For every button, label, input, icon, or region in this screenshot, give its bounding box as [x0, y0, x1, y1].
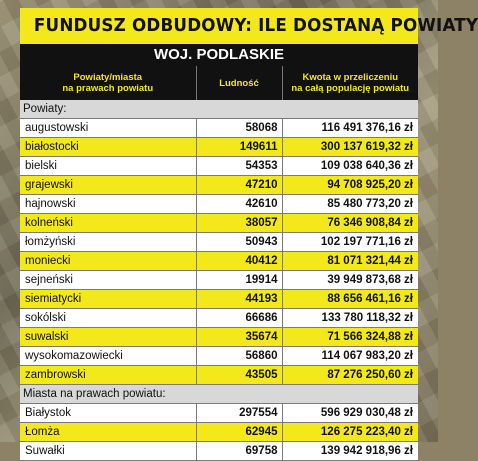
table-body	[20, 100, 418, 461]
county-name: hajnowski	[20, 195, 196, 214]
county-name: sokólski	[20, 309, 196, 328]
population-value: 297554	[196, 404, 282, 423]
population-value: 42610	[196, 195, 282, 214]
population-value: 44193	[196, 290, 282, 309]
header-amount: Kwota w przeliczeniu na całą populację powiatu	[282, 66, 418, 100]
table-row	[20, 252, 418, 271]
table-row	[20, 157, 418, 176]
population-value: 58068	[196, 119, 282, 138]
county-name: Suwałki	[20, 442, 196, 461]
amount-value: 300 137 619,32 zł	[282, 138, 418, 157]
amount-value: 114 067 983,20 zł	[282, 347, 418, 366]
population-value: 66686	[196, 309, 282, 328]
county-name: Białystok	[20, 404, 196, 423]
region-label: WOJ. PODLASKIE	[20, 44, 418, 66]
county-name: augustowski	[20, 119, 196, 138]
table-row	[20, 328, 418, 347]
amount-value: 88 656 461,16 zł	[282, 290, 418, 309]
population-value: 43505	[196, 366, 282, 385]
population-value: 69758	[196, 442, 282, 461]
allocation-table	[20, 66, 418, 461]
population-value: 47210	[196, 176, 282, 195]
amount-value: 596 929 030,48 zł	[282, 404, 418, 423]
amount-value: 133 780 118,32 zł	[282, 309, 418, 328]
amount-value: 94 708 925,20 zł	[282, 176, 418, 195]
amount-value: 116 491 376,16 zł	[282, 119, 418, 138]
table-row	[20, 119, 418, 138]
table-row	[20, 138, 418, 157]
county-name: suwalski	[20, 328, 196, 347]
county-name: białostocki	[20, 138, 196, 157]
county-name: zambrowski	[20, 366, 196, 385]
county-name: sejneński	[20, 271, 196, 290]
page-title: FUNDUSZ ODBUDOWY: ILE DOSTANĄ POWIATY	[34, 8, 404, 44]
population-value: 40412	[196, 252, 282, 271]
header-population: Ludność	[196, 66, 282, 100]
county-name: kolneński	[20, 214, 196, 233]
county-name: moniecki	[20, 252, 196, 271]
infographic-card	[20, 8, 478, 457]
population-value: 50943	[196, 233, 282, 252]
table-row	[20, 176, 418, 195]
table-row	[20, 309, 418, 328]
section-header-row	[20, 385, 418, 404]
county-name: bielski	[20, 157, 196, 176]
amount-value: 87 276 250,60 zł	[282, 366, 418, 385]
population-value: 149611	[196, 138, 282, 157]
table-row	[20, 404, 418, 423]
amount-value: 126 275 223,40 zł	[282, 423, 418, 442]
table-row	[20, 442, 418, 461]
table-row	[20, 290, 418, 309]
table-row	[20, 271, 418, 290]
county-name: grajewski	[20, 176, 196, 195]
table-row	[20, 233, 418, 252]
amount-value: 85 480 773,20 zł	[282, 195, 418, 214]
amount-value: 139 942 918,96 zł	[282, 442, 418, 461]
population-value: 38057	[196, 214, 282, 233]
amount-value: 102 197 771,16 zł	[282, 233, 418, 252]
amount-value: 71 566 324,88 zł	[282, 328, 418, 347]
county-name: Łomża	[20, 423, 196, 442]
table-row	[20, 423, 418, 442]
population-value: 35674	[196, 328, 282, 347]
header-name: Powiaty/miasta na prawach powiatu	[20, 66, 196, 100]
section-header-row	[20, 100, 418, 119]
table-row	[20, 214, 418, 233]
county-name: siemiatycki	[20, 290, 196, 309]
table-row	[20, 195, 418, 214]
amount-value: 109 038 640,36 zł	[282, 157, 418, 176]
table-row	[20, 366, 418, 385]
table-header-row	[20, 66, 418, 100]
population-value: 54353	[196, 157, 282, 176]
amount-value: 81 071 321,44 zł	[282, 252, 418, 271]
section-label: Powiaty:	[20, 100, 418, 119]
county-name: wysokomazowiecki	[20, 347, 196, 366]
population-value: 62945	[196, 423, 282, 442]
table-row	[20, 347, 418, 366]
section-label: Miasta na prawach powiatu:	[20, 385, 418, 404]
population-value: 56860	[196, 347, 282, 366]
amount-value: 39 949 873,68 zł	[282, 271, 418, 290]
amount-value: 76 346 908,84 zł	[282, 214, 418, 233]
title-banner	[20, 8, 478, 44]
county-name: łomżyński	[20, 233, 196, 252]
population-value: 19914	[196, 271, 282, 290]
